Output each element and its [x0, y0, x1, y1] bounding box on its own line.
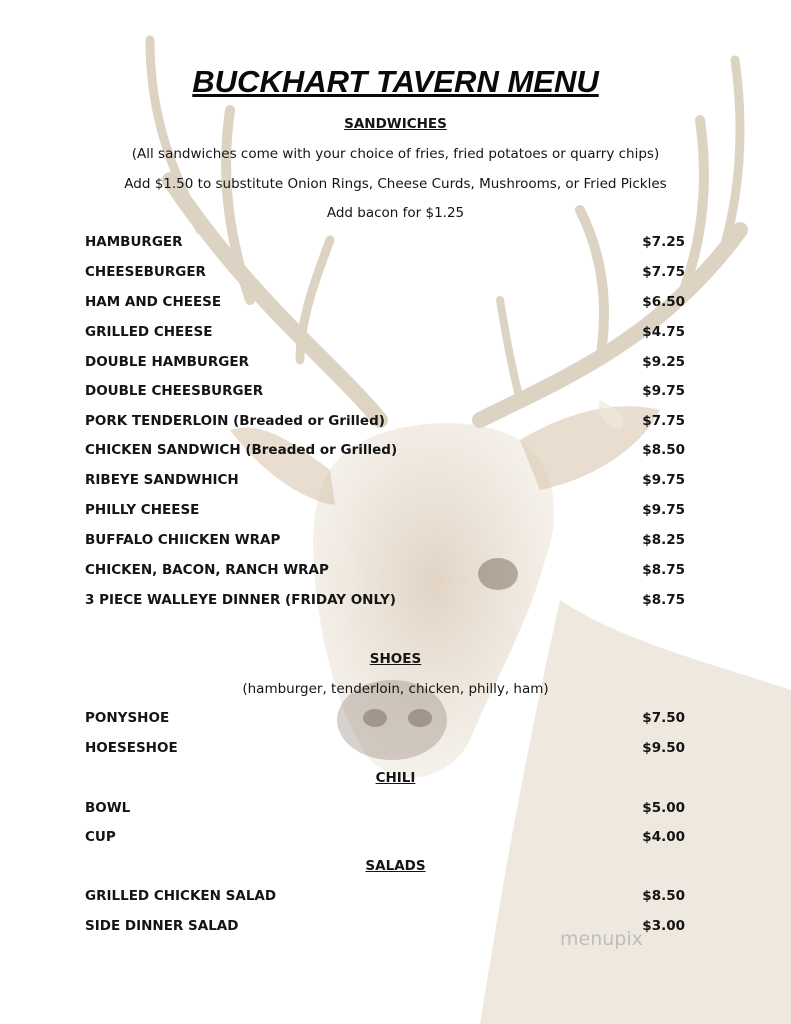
menu-item-price: $8.25 [642, 532, 685, 548]
menu-item-price: $7.50 [642, 710, 685, 726]
sandwiches-note-sides: (All sandwiches come with your choice of fries, fried potatoes or quarry chips) [131, 146, 660, 162]
menu-item-price: $9.75 [642, 472, 685, 488]
menu-item-name: CHICKEN SANDWICH (Breaded or Grilled) [85, 442, 398, 458]
menu-item-price: $6.50 [642, 294, 685, 310]
menu-item-name: PONYSHOE [85, 710, 170, 726]
menu-item-name: PORK TENDERLOIN (Breaded or Grilled) [85, 413, 385, 429]
menu-item-name: BUFFALO CHIICKEN WRAP [85, 532, 281, 548]
menu-item-name: RIBEYE SANDWHICH [85, 472, 239, 488]
menu-item-price: $8.75 [642, 592, 685, 608]
menu-item-price: $4.00 [642, 829, 685, 845]
menu-item-name: DOUBLE HAMBURGER [85, 354, 249, 370]
menu-item-price: $7.75 [642, 413, 685, 429]
menu-item-name: CHICKEN, BACON, RANCH WRAP [85, 562, 329, 578]
sandwiches-heading: SANDWICHES [344, 116, 447, 132]
menu-item-price: $5.00 [642, 800, 685, 816]
menu-item-name: CUP [85, 829, 116, 845]
menu-item-price: $3.00 [642, 918, 685, 934]
menu-item-price: $9.25 [642, 354, 685, 370]
menu-item-name: CHEESEBURGER [85, 264, 206, 280]
menu-item-price: $8.50 [642, 442, 685, 458]
menu-item-name: PHILLY CHEESE [85, 502, 200, 518]
menu-item-name: GRILLED CHICKEN SALAD [85, 888, 277, 904]
sandwiches-note-bacon: Add bacon for $1.25 [326, 205, 465, 221]
menu-item-price: $7.25 [642, 234, 685, 250]
menupix-watermark: menupix [560, 928, 643, 950]
menu-item-price: $8.75 [642, 562, 685, 578]
menu-item-price: $8.50 [642, 888, 685, 904]
sandwiches-note-substitute: Add $1.50 to substitute Onion Rings, Cheese Curds, Mushrooms, or Fried Pickles [124, 176, 667, 192]
menu-item-price: $9.75 [642, 383, 685, 399]
menu-item-price: $4.75 [642, 324, 685, 340]
menu-item-name: 3 PIECE WALLEYE DINNER (FRIDAY ONLY) [85, 592, 396, 608]
menu-item-name: HAMBURGER [85, 234, 183, 250]
menu-item-price: $9.50 [642, 740, 685, 756]
shoes-heading: SHOES [369, 651, 422, 667]
menu-item-name: HOESESHOE [85, 740, 178, 756]
menu-item-name: GRILLED CHEESE [85, 324, 213, 340]
menu-item-name: HAM AND CHEESE [85, 294, 222, 310]
menu-item-price: $7.75 [642, 264, 685, 280]
chili-heading: CHILI [375, 770, 416, 786]
menu-item-name: BOWL [85, 800, 131, 816]
shoes-note: (hamburger, tenderloin, chicken, philly, ham) [242, 681, 549, 697]
menu-title: BUCKHART TAVERN MENU [192, 64, 599, 99]
menu-item-name: SIDE DINNER SALAD [85, 918, 239, 934]
salads-heading: SALADS [365, 858, 426, 874]
menu-item-name: DOUBLE CHEESBURGER [85, 383, 264, 399]
menu-item-price: $9.75 [642, 502, 685, 518]
